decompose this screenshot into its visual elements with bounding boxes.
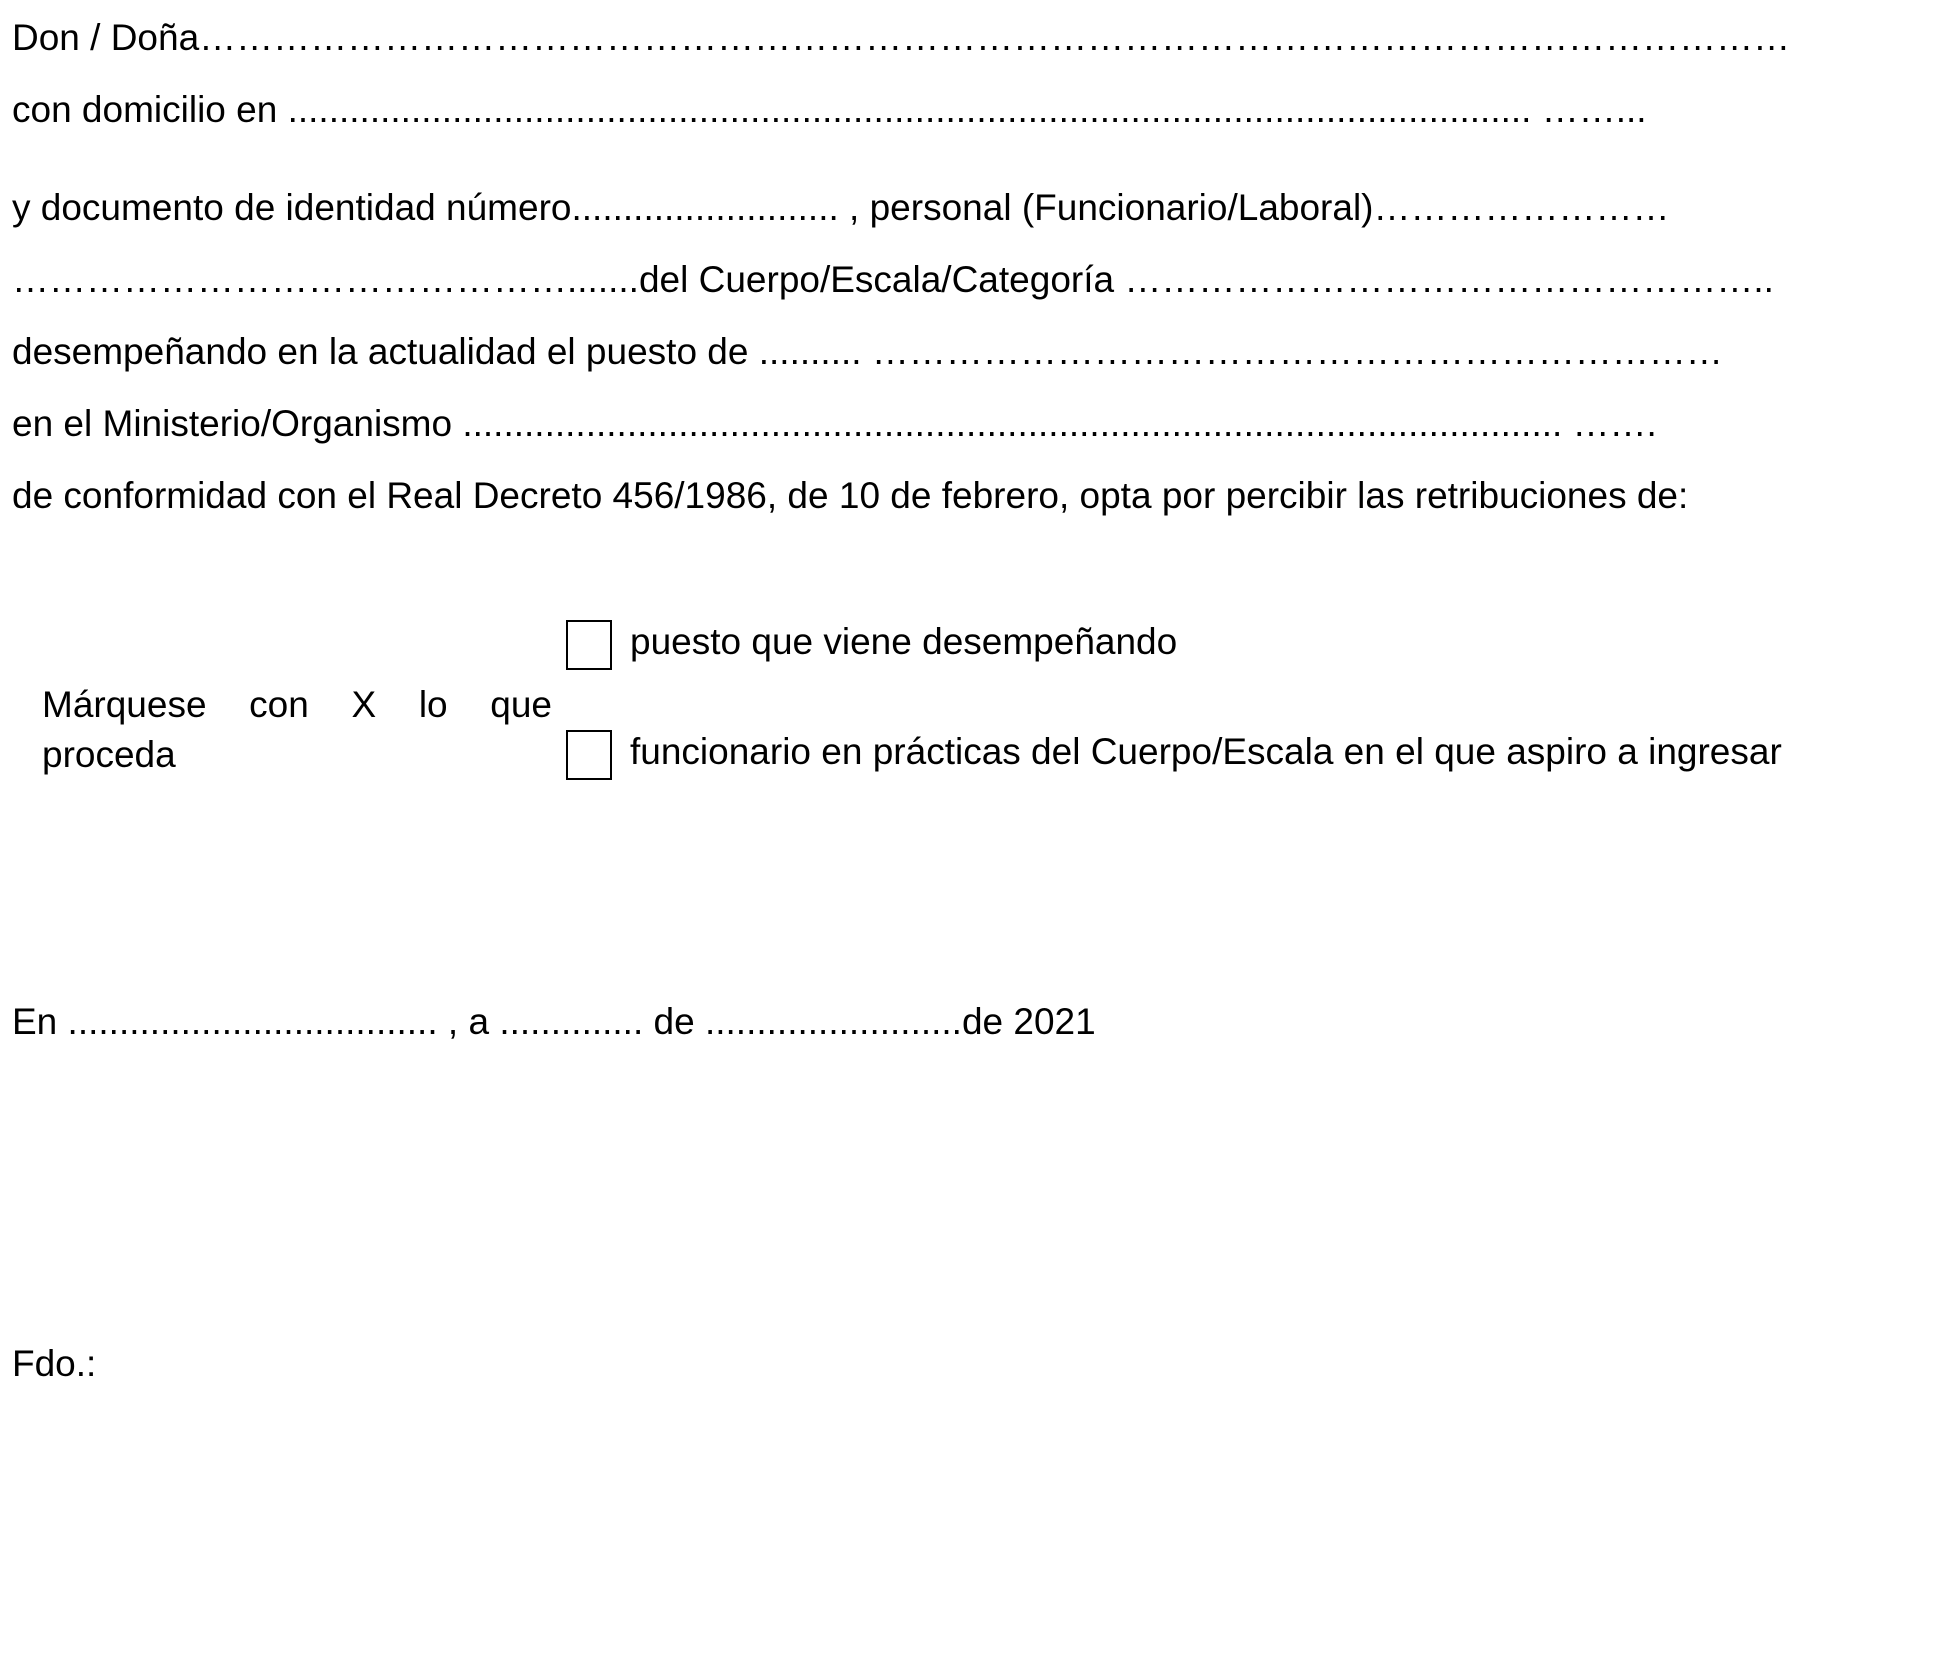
option-current-position-label: puesto que viene desempeñando [630, 621, 1178, 662]
date-sep-de: de [653, 1001, 695, 1042]
date-line [12, 1000, 1096, 1044]
corps-label: del Cuerpo/Escala/Categoría [638, 259, 1115, 300]
ministry-line [12, 402, 1657, 446]
id-label: y documento de identidad número [12, 187, 572, 228]
date-prefix: En [12, 1001, 58, 1042]
name-fill-field[interactable]: ………………………………………………………………………………………………………………… [199, 17, 1791, 58]
decree-text: de conformidad con el Real Decreto 456/1986, de 10 de febrero, opta por percibir las retribuciones de: [12, 475, 1689, 516]
signature-label: Fdo.: [12, 1343, 97, 1384]
name-label: Don / Doña [12, 17, 200, 58]
id-fill-field[interactable]: .......................... [571, 187, 839, 228]
name-line [12, 16, 1879, 60]
date-year: de 2021 [961, 1001, 1096, 1042]
place-fill-field[interactable]: .................................... [67, 1001, 438, 1042]
ministry-label: en el Ministerio/Organismo [12, 403, 453, 444]
option-trainee-label: funcionario en prácticas del Cuerpo/Escala en el que aspiro a ingresar [630, 731, 1782, 772]
id-line [12, 186, 1670, 230]
position-fill-field[interactable]: .......... …………………………………………………………… [758, 331, 1723, 372]
address-label: con domicilio en [12, 89, 278, 130]
date-sep-a: , a [447, 1001, 490, 1042]
corps-fill-field[interactable]: …………………………………………….. [1124, 259, 1774, 300]
corps-pre-fill-field[interactable]: ………………………………………....... [12, 259, 639, 300]
month-fill-field[interactable]: ......................... [704, 1001, 962, 1042]
corps-line [12, 258, 1774, 302]
address-line [12, 88, 1858, 132]
option-current-position-checkbox[interactable] [566, 620, 612, 670]
instruction-label: Márquese con X lo que proceda [42, 684, 552, 775]
day-fill-field[interactable]: .............. [499, 1001, 644, 1042]
position-label: desempeñando en la actualidad el puesto de [12, 331, 749, 372]
personal-type-label: , personal (Funcionario/Laboral) [849, 187, 1374, 228]
option-trainee-checkbox[interactable] [566, 730, 612, 780]
address-fill-field[interactable]: ......................................................................................................................... ……... [287, 89, 1647, 130]
position-line [12, 330, 1723, 374]
ministry-fill-field[interactable]: ........................................................................................................... ……. [462, 403, 1657, 444]
personal-type-fill-field[interactable]: …………………… [1373, 187, 1670, 228]
